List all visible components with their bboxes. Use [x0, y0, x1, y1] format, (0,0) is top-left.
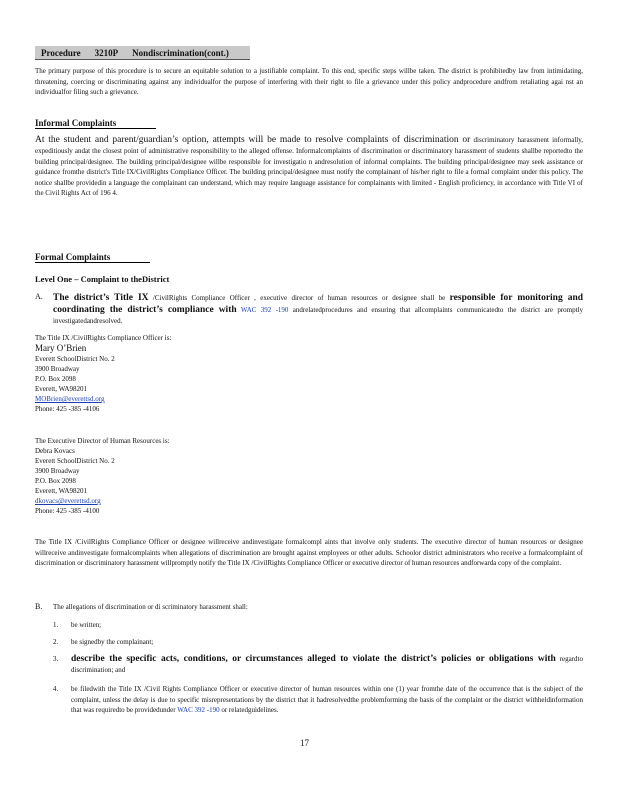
- procedure-title: Nondiscrimination(cont.): [132, 48, 229, 58]
- item-a-marker: A.: [35, 292, 43, 301]
- director-street: 3900 Broadway: [35, 467, 80, 475]
- item-b: [35, 602, 583, 613]
- officer-name: Mary O’Brien: [35, 343, 87, 353]
- item-a: [35, 292, 584, 327]
- officer-contact-block: [35, 333, 171, 414]
- informal-paragraph: [35, 134, 583, 199]
- wac-link[interactable]: WAC 392 -190: [177, 706, 220, 714]
- director-org: Everett SchoolDistrict No. 2: [35, 457, 115, 465]
- page-number: 17: [300, 738, 309, 748]
- informal-body: discriminatory harassment informally, expeditiously andat the closest point of administrative responsibility to the alleged offense. Informalcomplaints of discrimination or discriminatory harassment of students shallbe reportedto the building principal/designee. The building principal/designee willbe responsible for investigatio n andresolution of informal complaints. The building principal/designee may seek assistance or guidance fromthe district's Title IX/CivilRights Compliance Officer. The building principal/designee must notify the complainant of his/her right to file a formal complaint under this policy. The notice shallbe providedin a language the complainant can understand, which may require language assistance for complainants with limited - English proficiency, in accordance with Title VI of the Civil Rights Act of 196 4.: [35, 136, 584, 197]
- director-city: Everett, WA98201: [35, 487, 87, 495]
- formal-heading: Formal Complaints: [35, 252, 150, 262]
- officer-street: 3900 Broadway: [35, 365, 80, 373]
- list-item: 2. be signedby the complainant;: [53, 638, 154, 646]
- item-a-lead: The district’s Title IX: [53, 293, 149, 303]
- item-b-marker: B.: [35, 602, 43, 611]
- director-po: P.O. Box 2098: [35, 477, 76, 485]
- item-a-rest1: /CivilRights Compliance Officer , executive director of human resources or designee shall be: [152, 294, 446, 302]
- item-a-rest2: andrelatedprocedures and ensuring that allcomplaints communicatedto the district are promptly investigatedandresolved.: [53, 306, 583, 325]
- director-phone: Phone: 425 -385 -4100: [35, 507, 100, 515]
- intro-paragraph: The primary purpose of this procedure is to secure an equitable solution to a justifiable complaint. To this end, specific steps willbe taken. The district is prohibitedby law from intimidating, threatening, coercing or discriminating against any individualfor the purpose of interfering with their right to file a grievance under this policy andprocedure andfrom retaliating agai nst an individualfor filing such a grievance.: [35, 67, 583, 96]
- officer-phone: Phone: 425 -385 -4106: [35, 405, 100, 413]
- list-item: 4. be filedwith the Title IX /Civil Rights Compliance Officer or executive director of human resources within one (1) year fromthe date of the occurrence that is the subject of the complaint, unless the delay is due to specific misrepresentations by the district that it hadresolvedthe problemforming the basis of the complaint or the district withheldinformation that was requiredto be providedunder WAC 392 -190 or relatedguidelines.: [53, 685, 583, 714]
- item-a-lead2: responsible for monitoring and coordinating the district’s compliance with: [53, 293, 584, 315]
- director-contact-block: [35, 436, 170, 516]
- officer-org: Everett SchoolDistrict No. 2: [35, 355, 115, 363]
- director-email-link[interactable]: dkovacs@everettsd.org: [35, 497, 101, 505]
- formal-complaints-paragraph: The Title IX /CivilRights Compliance Officer or designee willreceive andinvestigate formalcompl aints that involve only students. The executive director of human resources or designee willreceive andinvestigate formalcomplaints when allegations of discrimination are brought against employees or other adults. Schoolor district administrators who receive a formalcomplaint of discrimination or discriminatory harassment willpromptly notify the Title IX /CivilRights Compliance Officer or executive director of human resources andforwarda copy of the complaint.: [35, 538, 583, 567]
- list-item: 1. be written;: [53, 621, 102, 629]
- officer-po: P.O. Box 2098: [35, 375, 76, 383]
- procedure-header: [35, 46, 250, 60]
- officer-email-link[interactable]: MOBrien@everettsd.org: [35, 395, 105, 403]
- wac-link[interactable]: WAC 392 -190: [240, 306, 289, 314]
- item-b-text: The allegations of discrimination or di scriminatory harassment shall:: [53, 603, 248, 611]
- informal-heading: Informal Complaints: [35, 118, 156, 128]
- director-name: Debra Kovacs: [35, 447, 75, 455]
- informal-lead: At the student and parent/guardian’s option, attempts will be made to resolve complaints of discrimination or: [35, 135, 471, 145]
- officer-city: Everett, WA98201: [35, 385, 87, 393]
- list-item: 3. describe the specific acts, conditions, or circumstances alleged to violate the district’s policies or obligations with regardto discrimination; and: [53, 654, 583, 674]
- procedure-label: Procedure: [41, 48, 81, 58]
- level-one-heading: Level One – Complaint to theDistrict: [35, 274, 170, 284]
- director-label: The Executive Director of Human Resources is:: [35, 437, 170, 445]
- officer-label: The Title IX /CivilRights Compliance Officer is:: [35, 334, 172, 342]
- procedure-number: 3210P: [94, 48, 119, 58]
